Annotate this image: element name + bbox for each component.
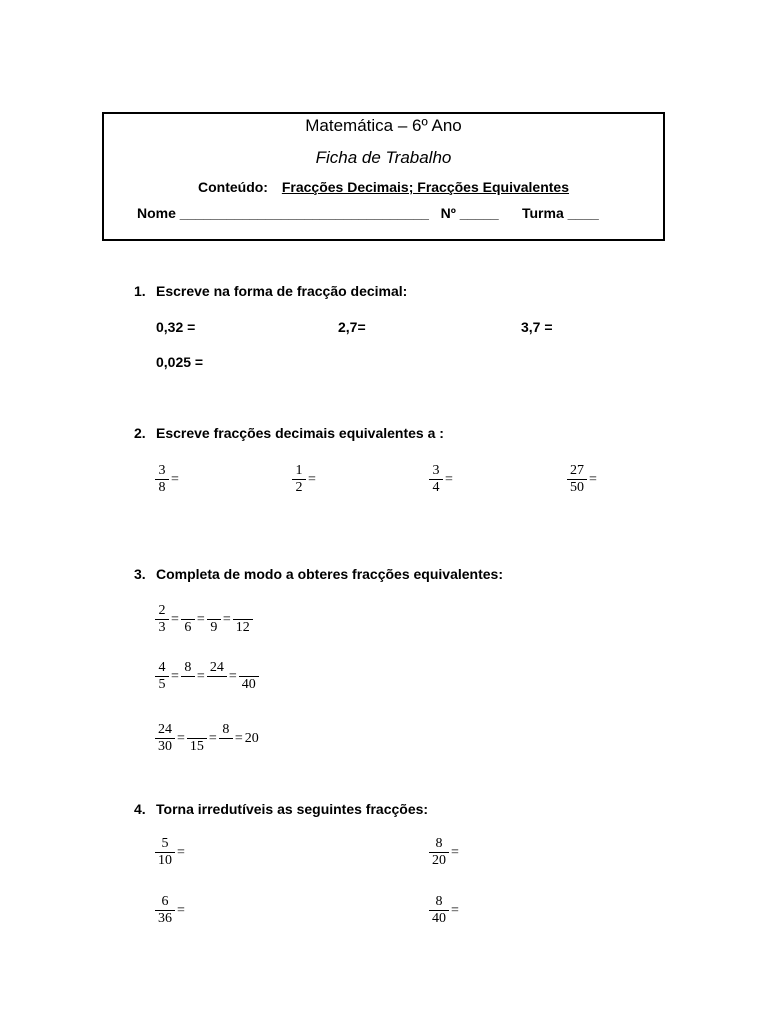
content-line	[104, 179, 663, 195]
worksheet-subtitle: Ficha de Trabalho	[315, 148, 452, 167]
content-label: Conteúdo:	[197, 179, 268, 195]
q4-fraction: $\frac{5}{10}$ =	[155, 836, 187, 869]
question-4	[134, 801, 428, 817]
question-number: 4.	[134, 801, 146, 817]
q4-fraction: $\frac{8}{20}$ =	[429, 836, 461, 869]
question-number: 1.	[134, 283, 146, 299]
q2-fraction: $\frac{1}{2}$ =	[292, 463, 318, 496]
q1-item: 2,7=	[338, 319, 366, 335]
question-3	[134, 566, 503, 582]
q3-equation-row-3: $\frac{24}{30}$ = 15 = 8 = 20	[155, 722, 259, 755]
q3-equation-row-1: $\frac{2}{3}$ = 6 = 9 = 12	[155, 603, 253, 636]
q2-fraction: $\frac{3}{4}$ =	[429, 463, 455, 496]
worksheet-header	[102, 112, 665, 241]
question-text: Torna irredutíveis as seguintes fracções:	[156, 801, 429, 817]
q2-fraction: $\frac{27}{50}$ =	[567, 463, 599, 496]
question-text: Escreve na forma de fracção decimal:	[156, 283, 408, 299]
q1-item: 0,025 =	[156, 354, 204, 370]
content-topics: Fracções Decimais; Fracções Equivalentes	[281, 179, 570, 195]
question-number: 3.	[134, 566, 146, 582]
q3-equation-row-2: $\frac{4}{5}$ = 8 = 24 = 40	[155, 660, 259, 693]
question-text: Escreve fracções decimais equivalentes a :	[156, 425, 444, 441]
q4-fraction: $\frac{8}{40}$ =	[429, 894, 461, 927]
question-text: Completa de modo a obteres fracções equivalentes:	[156, 566, 503, 582]
q2-fraction: $\frac{3}{8}$ =	[155, 463, 181, 496]
question-1	[134, 283, 407, 299]
q1-item: 3,7 =	[521, 319, 553, 335]
q1-item: 0,32 =	[156, 319, 196, 335]
question-number: 2.	[134, 425, 146, 441]
q4-fraction: $\frac{6}{36}$ =	[155, 894, 187, 927]
worksheet-title: Matemática – 6º Ano	[305, 116, 462, 135]
student-info-line: Nome ________________________________ Nº _____ Turma ____	[137, 205, 599, 221]
question-2	[134, 425, 444, 441]
